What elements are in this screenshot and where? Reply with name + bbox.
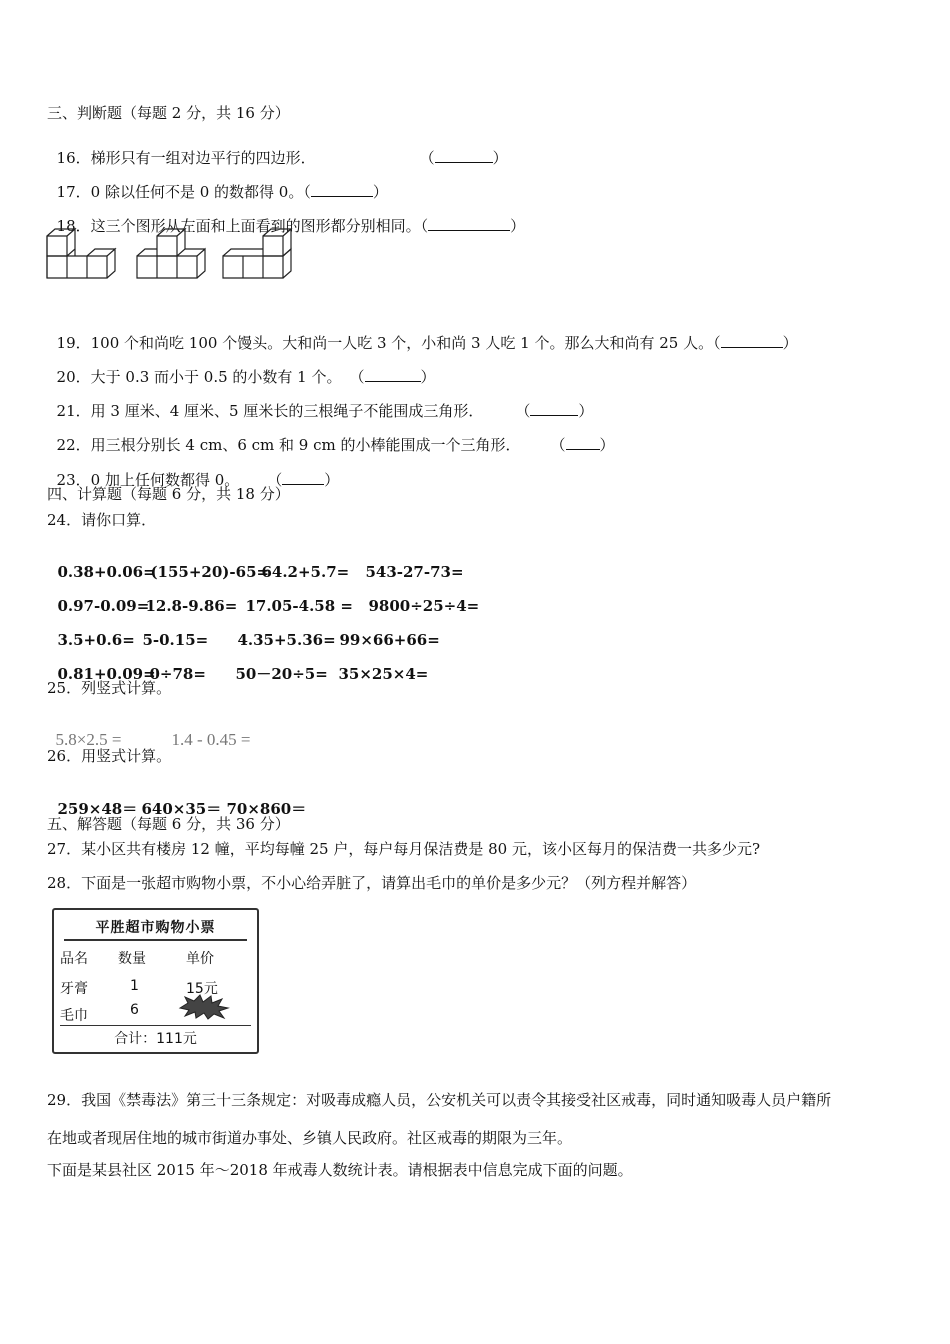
answer-23-blank[interactable] bbox=[282, 470, 324, 485]
receipt-item-name: 毛巾 bbox=[60, 1008, 88, 1024]
cube-figures bbox=[44, 226, 304, 286]
answer-20-close: ） bbox=[420, 368, 436, 386]
question-29-line-3: 下面是某县社区 2015 年～2018 年戒毒人数统计表。请根据表中信息完成下面的问题。 bbox=[47, 1161, 633, 1179]
receipt-header-name: 品名 bbox=[60, 951, 88, 967]
answer-23-close: ） bbox=[324, 471, 340, 489]
receipt-item-qty: 6 bbox=[130, 1002, 139, 1018]
answer-21-open: （ bbox=[515, 402, 531, 420]
answer-16-open: （ bbox=[419, 149, 435, 167]
oral-item: 5-0.15= bbox=[142, 631, 209, 649]
question-19-text: 19．100 个和尚吃 100 个馒头。大和尚一人吃 3 个，小和尚 3 人吃 1 个。那么大和尚有 25 人。 bbox=[56, 334, 714, 352]
receipt-header-qty: 数量 bbox=[118, 951, 146, 967]
answer-17-close: ） bbox=[372, 183, 388, 201]
oral-item: (155+20)-65= bbox=[150, 563, 270, 581]
section-5-heading: 五、解答题（每题 6 分，共 36 分） bbox=[47, 815, 290, 833]
question-24: 24．请你口算． bbox=[47, 511, 157, 529]
oral-item: 35×25×4= bbox=[338, 665, 429, 683]
oral-item: 543-27-73= bbox=[365, 563, 464, 581]
oral-item: 9800÷25÷4= bbox=[368, 597, 480, 615]
q26-item-3: 70×860＝ bbox=[226, 800, 307, 818]
receipt-item-price: 15元 bbox=[186, 981, 218, 997]
answer-22-open: （ bbox=[550, 436, 566, 454]
answer-22-blank[interactable] bbox=[566, 435, 600, 450]
oral-item: 0.81+0.09= bbox=[57, 665, 156, 683]
question-29-line-2: 在地或者现居住地的城市街道办事处、乡镇人民政府。社区戒毒的期限为三年。 bbox=[47, 1129, 573, 1147]
question-29-line-1: 29．我国《禁毒法》第三十三条规定：对吸毒成瘾人员，公安机关可以责令其接受社区戒毒，同时通知吸毒人员户籍所 bbox=[47, 1091, 832, 1109]
oral-item: 17.05-4.58 = bbox=[245, 597, 353, 615]
answer-18-blank[interactable] bbox=[428, 216, 510, 231]
answer-18-close: ） bbox=[510, 217, 526, 235]
question-22 bbox=[47, 415, 615, 455]
oral-item: 0.38+0.06= bbox=[57, 563, 156, 581]
answer-21-blank[interactable] bbox=[530, 401, 578, 416]
cube-figure-2 bbox=[137, 229, 205, 278]
q25-item-2: 1.4 - 0.45 = bbox=[171, 730, 251, 749]
question-25: 25．列竖式计算。 bbox=[47, 679, 172, 697]
oral-item: 0÷78= bbox=[149, 665, 206, 683]
receipt bbox=[52, 908, 259, 1054]
q26-item-1: 259×48＝ bbox=[57, 800, 138, 818]
oral-item: 4.35+5.36= bbox=[237, 631, 336, 649]
answer-19-open: （ bbox=[713, 334, 721, 352]
receipt-total: 合计：111元 bbox=[60, 1025, 251, 1048]
question-17-text: 17．0 除以任何不是 0 的数都得 0。 bbox=[56, 183, 304, 201]
oral-item: 3.5+0.6= bbox=[57, 631, 135, 649]
answer-20-blank[interactable] bbox=[365, 367, 421, 382]
answer-23-open: （ bbox=[267, 471, 283, 489]
receipt-title: 平胜超市购物小票 bbox=[64, 917, 247, 941]
question-23-text: 23．0 加上任何数都得 0。 bbox=[56, 471, 240, 489]
receipt-item-name: 牙膏 bbox=[60, 981, 88, 997]
answer-16-close: ） bbox=[492, 149, 508, 167]
question-20-text: 20．大于 0.3 而小于 0.5 的小数有 1 个。 bbox=[56, 368, 342, 386]
answer-22-close: ） bbox=[599, 436, 615, 454]
answer-19-blank[interactable] bbox=[721, 333, 783, 348]
question-25-items bbox=[47, 710, 251, 750]
answer-17-blank[interactable] bbox=[311, 182, 373, 197]
ink-stain-icon bbox=[178, 994, 230, 1020]
cube-figure-1 bbox=[47, 229, 115, 278]
question-27: 27．某小区共有楼房 12 幢，平均每幢 25 户，每户每月保洁费是 80 元，该小区每月的保洁费一共多少元? bbox=[47, 840, 761, 858]
oral-item: 0.97-0.09= bbox=[57, 597, 150, 615]
oral-item: 50－20÷5= bbox=[235, 665, 328, 683]
answer-21-close: ） bbox=[578, 402, 594, 420]
question-22-text: 22．用三根分别长 4 cm、6 cm 和 9 cm 的小棒能围成一个三角形． bbox=[56, 436, 521, 454]
answer-18-open: （ bbox=[420, 217, 429, 235]
oral-item: 64.2+5.7= bbox=[261, 563, 350, 581]
oral-item: 99×66+66= bbox=[339, 631, 440, 649]
question-21-text: 21．用 3 厘米、4 厘米、5 厘米长的三根绳子不能围成三角形． bbox=[56, 402, 484, 420]
question-18-text: 18．这三个图形从左面和上面看到的图形都分别相同。 bbox=[56, 217, 421, 235]
answer-20-open: （ bbox=[349, 368, 365, 386]
answer-19-close: ） bbox=[782, 334, 798, 352]
cube-figure-3 bbox=[223, 229, 291, 278]
question-28: 28．下面是一张超市购物小票，不小心给弄脏了，请算出毛巾的单价是多少元？（列方程并解答） bbox=[47, 874, 697, 892]
receipt-item-qty: 1 bbox=[130, 978, 139, 994]
answer-16-blank[interactable] bbox=[435, 148, 493, 163]
answer-17-open: （ bbox=[303, 183, 311, 201]
section-3-heading: 三、判断题（每题 2 分，共 16 分） bbox=[47, 104, 290, 122]
section-4-heading: 四、计算题（每题 6 分，共 18 分） bbox=[47, 485, 290, 503]
q26-item-2: 640×35＝ bbox=[141, 800, 222, 818]
question-26: 26．用竖式计算。 bbox=[47, 747, 172, 765]
q25-item-1: 5.8×2.5 = bbox=[55, 730, 122, 749]
question-16-text: 16．梯形只有一组对边平行的四边形． bbox=[56, 149, 316, 167]
oral-item: 12.8-9.86= bbox=[145, 597, 238, 615]
question-26-items bbox=[47, 779, 306, 819]
receipt-header-price: 单价 bbox=[186, 951, 214, 967]
